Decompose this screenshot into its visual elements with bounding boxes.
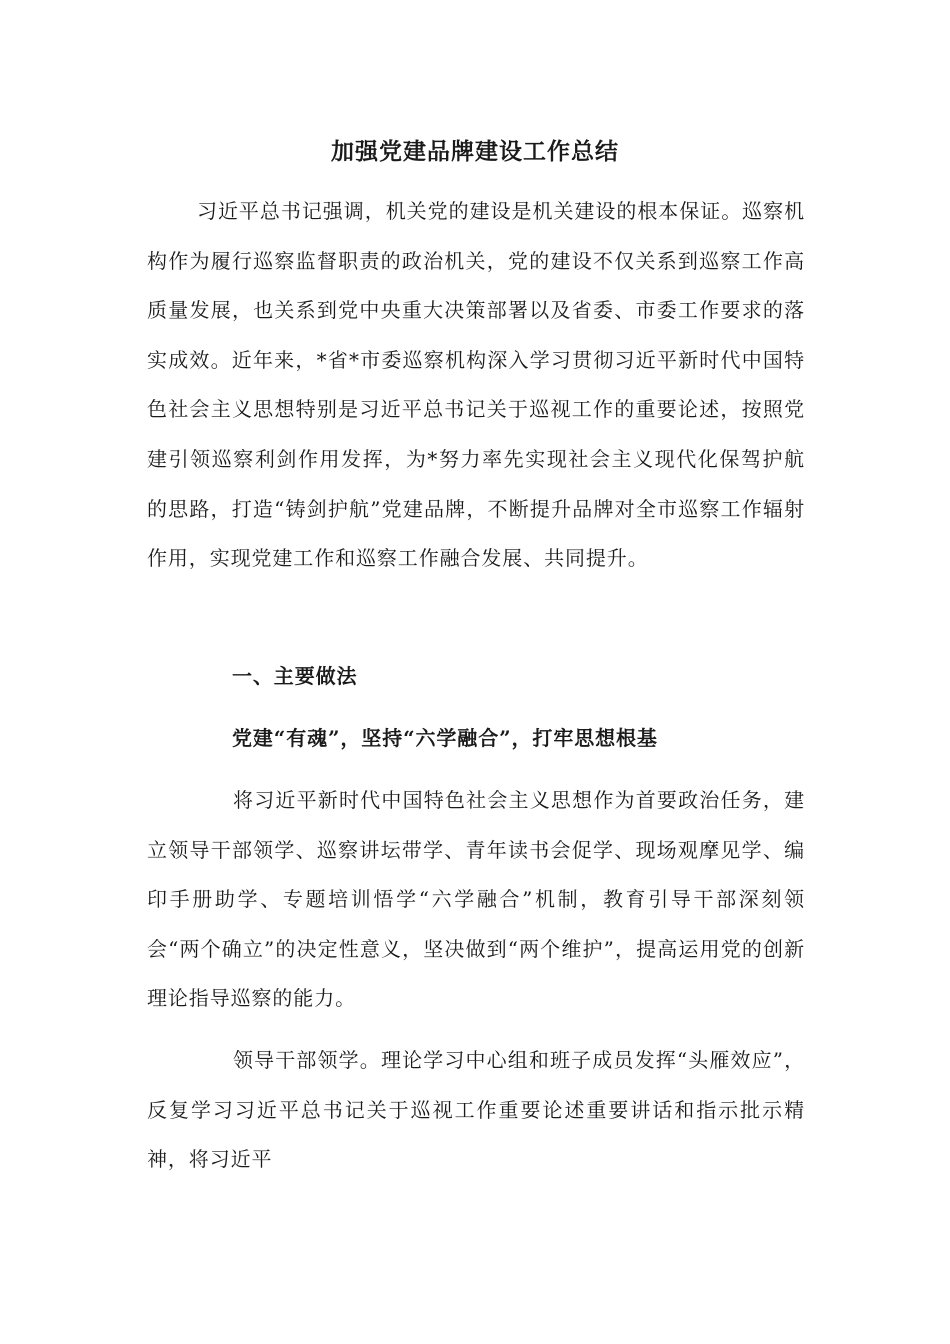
subsection-heading: 党建“有魂”，坚持“六学融合”，打牢思想根基 — [232, 726, 658, 750]
section-heading: 一、主要做法 — [232, 664, 358, 688]
document-title: 加强党建品牌建设工作总结 — [331, 138, 619, 165]
leader-study-paragraph: 领导干部领学。理论学习中心组和班子成员发挥“头雁效应”，反复学习习近平总书记关于巡视工作重要论述重要讲话和指示批示精神，将习近平 — [147, 1048, 805, 1172]
study-paragraph: 将习近平新时代中国特色社会主义思想作为首要政治任务，建立领导干部领学、巡察讲坛带学、青年读书会促学、现场观摩见学、编印手册助学、专题培训悟学“六学融合”机制，教育引导干部深刻领会“两个确立”的决定性意义，坚决做到“两个维护”，提高运用党的创新理论指导巡察的能力。 — [147, 788, 805, 1011]
intro-paragraph: 习近平总书记强调，机关党的建设是机关建设的根本保证。巡察机构作为履行巡察监督职责的政治机关，党的建设不仅关系到巡察工作高质量发展，也关系到党中央重大决策部署以及省委、市委工作要求的落实成效。近年来，*省*市委巡察机构深入学习贯彻习近平新时代中国特色社会主义思想特别是习近平总书记关于巡视工作的重要论述，按照党建引领巡察利剑作用发挥，为*努力率先实现社会主义现代化保驾护航的思路，打造“铸剑护航”党建品牌，不断提升品牌对全市巡察工作辐射作用，实现党建工作和巡察工作融合发展、共同提升。 — [147, 199, 805, 571]
